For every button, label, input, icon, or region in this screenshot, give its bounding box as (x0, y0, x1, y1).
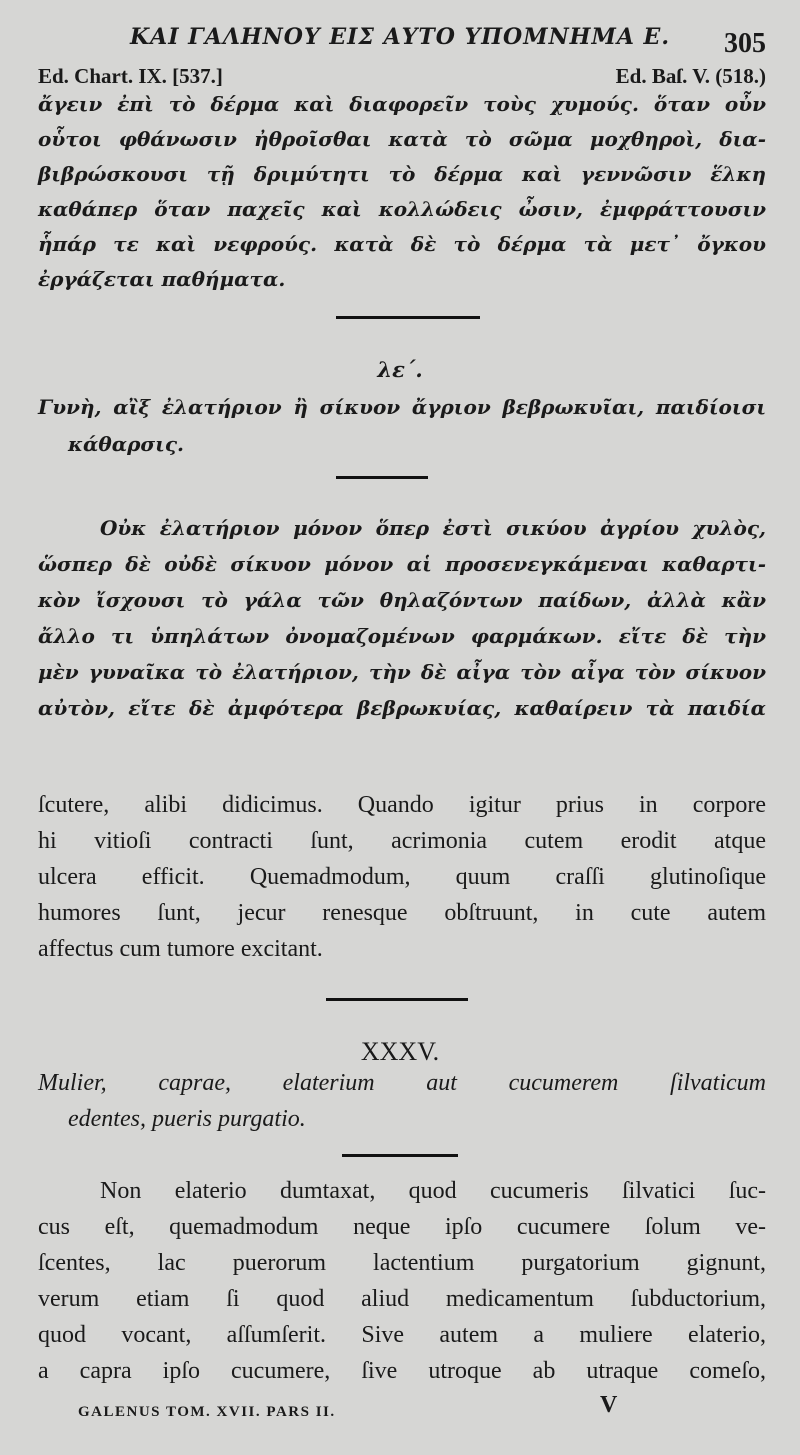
latin-commentary-line: ſcentes, lac puerorum lactentium purgatorium gignunt, (38, 1250, 766, 1276)
greek-commentary-line: αὐτὸν, εἴτε δὲ ἀμφότερα βεβρωκυίας, καθαίρειν τὰ παιδία (38, 696, 766, 720)
greek-commentary-line: ὥσπερ δὲ οὐδὲ σίκυον μόνον αἱ προσενεγκάμεναι καθαρτι- (38, 552, 766, 576)
latin-lemma-line: edentes, pueris purgatio. (68, 1106, 306, 1132)
latin-intro-line: affectus cum tumore excitant. (38, 936, 323, 962)
section-rule (336, 476, 428, 479)
edition-reference-left: Ed. Chart. IX. [537.] (38, 64, 223, 88)
greek-intro-line: ἐργάζεται παθήματα. (38, 267, 286, 291)
latin-commentary (38, 1178, 766, 1388)
latin-intro-line: humores ſunt, jecur renesque obſtruunt, in cute autem (38, 900, 766, 926)
greek-section-number: λε΄. (377, 357, 423, 382)
latin-commentary-line: verum etiam ſi quod aliud medicamentum ſubductorium, (38, 1286, 766, 1312)
latin-commentary-line: cus eſt, quemadmodum neque ipſo cucumere ſolum ve- (38, 1214, 766, 1240)
greek-commentary (38, 516, 766, 720)
latin-section-number: XXXV. (360, 1037, 440, 1066)
footer-imprint: GALENUS TOM. XVII. PARS II. (78, 1404, 336, 1420)
section-rule (326, 998, 468, 1001)
greek-lemma (38, 395, 766, 465)
latin-intro-paragraph (38, 792, 766, 972)
greek-intro-paragraph (38, 92, 766, 292)
section-rule (342, 1154, 458, 1157)
greek-commentary-line: κὸν ἴσχουσι τὸ γάλα τῶν θηλαζόντων παίδων, ἀλλὰ κἂν (38, 588, 766, 612)
signature-mark: V (600, 1392, 618, 1418)
greek-commentary-line: ἄλλο τι ὑπηλάτων ὀνομαζομένων φαρμάκων. εἴτε δὲ τὴν (38, 624, 766, 648)
running-title: ΚΑΙ ΓΑΛΗΝΟΥ ΕΙΣ ΑΥΤΟ ΥΠΟΜΝΗΜΑ Ε. (130, 24, 670, 50)
greek-lemma-line: κάθαρσις. (68, 432, 184, 456)
greek-intro-line: ἄγειν ἐπὶ τὸ δέρμα καὶ διαφορεῖν τοὺς χυμούς. ὅταν οὖν (38, 92, 766, 116)
latin-lemma (38, 1070, 766, 1140)
greek-intro-line: οὗτοι φθάνωσιν ἠθροῖσθαι κατὰ τὸ σῶμα μοχθηροὶ, δια- (38, 127, 766, 151)
page-number: 305 (724, 28, 766, 59)
latin-intro-line: hi vitioſi contracti ſunt, acrimonia cutem erodit atque (38, 828, 766, 854)
latin-commentary-line: quod vocant, aſſumſerit. Sive autem a muliere elaterio, (38, 1322, 766, 1348)
edition-reference-right: Ed. Baſ. V. (518.) (615, 64, 766, 88)
greek-intro-line: ἧπάρ τε καὶ νεφρούς. κατὰ δὲ τὸ δέρμα τὰ μετ᾽ ὄγκου (38, 232, 766, 256)
section-rule (336, 316, 480, 319)
latin-intro-line: ſcutere, alibi didicimus. Quando igitur prius in corpore (38, 792, 766, 818)
latin-intro-line: ulcera efficit. Quemadmodum, quum craſſi glutinoſique (38, 864, 766, 890)
latin-lemma-line: Mulier, caprae, elaterium aut cucumerem ſilvaticum (38, 1070, 766, 1096)
greek-commentary-line: Οὐκ ἐλατήριον μόνον ὅπερ ἐστὶ σικύου ἀγρίου χυλὸς, (100, 516, 766, 540)
latin-commentary-line: a capra ipſo cucumere, ſive utroque ab utraque comeſo, (38, 1358, 766, 1384)
greek-lemma-line: Γυνὴ, αἲξ ἐλατήριον ἢ σίκυον ἄγριον βεβρωκυῖαι, παιδίοισι (38, 395, 766, 419)
greek-intro-line: βιβρώσκουσι τῇ δριμύτητι τὸ δέρμα καὶ γεννῶσιν ἕλκη (38, 162, 766, 186)
latin-commentary-line: Non elaterio dumtaxat, quod cucumeris ſilvatici ſuc- (100, 1178, 766, 1204)
greek-intro-line: καθάπερ ὅταν παχεῖς καὶ κολλώδεις ὦσιν, ἐμφράττουσιν (38, 197, 766, 221)
greek-commentary-line: μὲν γυναῖκα τὸ ἐλατήριον, τὴν δὲ αἶγα τὸν αἶγα τὸν σίκυον (38, 660, 766, 684)
